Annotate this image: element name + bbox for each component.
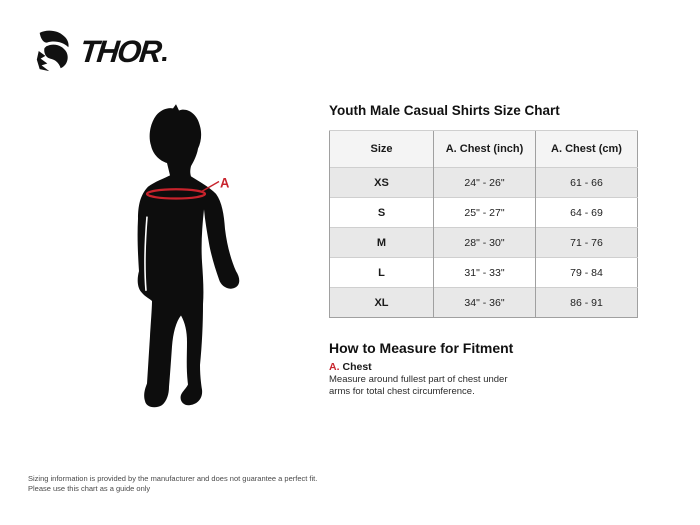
header-chest-inch: A. Chest (inch) <box>434 131 536 168</box>
table-row <box>330 168 638 198</box>
cell-chest-cm: 71 - 76 <box>536 228 638 258</box>
cell-chest-inch: 34" - 36" <box>434 288 536 318</box>
brand-wordmark <box>78 33 169 71</box>
footer-line-2: Please use this chart as a guide only <box>28 484 151 493</box>
header-chest-cm: A. Chest (cm) <box>536 131 638 168</box>
table-header-row <box>330 131 638 168</box>
silhouette-shape <box>138 104 240 407</box>
measure-item-heading <box>329 361 372 373</box>
cell-chest-cm: 61 - 66 <box>536 168 638 198</box>
cell-size: XL <box>330 288 434 318</box>
cell-size: L <box>330 258 434 288</box>
footer-disclaimer <box>28 474 317 494</box>
cell-chest-inch: 24" - 26" <box>434 168 536 198</box>
brand-period-mark <box>162 57 166 61</box>
footer-line-1: Sizing information is provided by the manufacturer and does not guarantee a perfect fit. <box>28 474 318 483</box>
header-size: Size <box>330 131 434 168</box>
size-chart-table <box>329 130 638 318</box>
cell-chest-inch: 28" - 30" <box>434 228 536 258</box>
measure-section-title: How to Measure for Fitment <box>329 340 514 356</box>
cell-size: M <box>330 228 434 258</box>
brand-name-text: THOR <box>78 34 162 69</box>
brand-logo <box>33 30 167 74</box>
youth-silhouette-diagram <box>90 95 330 435</box>
size-chart-title: Youth Male Casual Shirts Size Chart <box>329 103 560 118</box>
table-row <box>330 258 638 288</box>
table-row <box>330 198 638 228</box>
measure-item-description: Measure around fullest part of chest under arms for total chest circumference. <box>329 374 508 397</box>
cell-chest-inch: 25" - 27" <box>434 198 536 228</box>
cell-chest-cm: 86 - 91 <box>536 288 638 318</box>
measure-item-name: Chest <box>342 361 372 373</box>
cell-size: XS <box>330 168 434 198</box>
table-row <box>330 228 638 258</box>
measure-label-a: A <box>220 175 230 191</box>
cell-size: S <box>330 198 434 228</box>
cell-chest-cm: 79 - 84 <box>536 258 638 288</box>
ram-head-icon <box>33 30 75 74</box>
cell-chest-cm: 64 - 69 <box>536 198 638 228</box>
table-row <box>330 288 638 318</box>
measure-item-key: A. <box>329 361 340 373</box>
cell-chest-inch: 31" - 33" <box>434 258 536 288</box>
